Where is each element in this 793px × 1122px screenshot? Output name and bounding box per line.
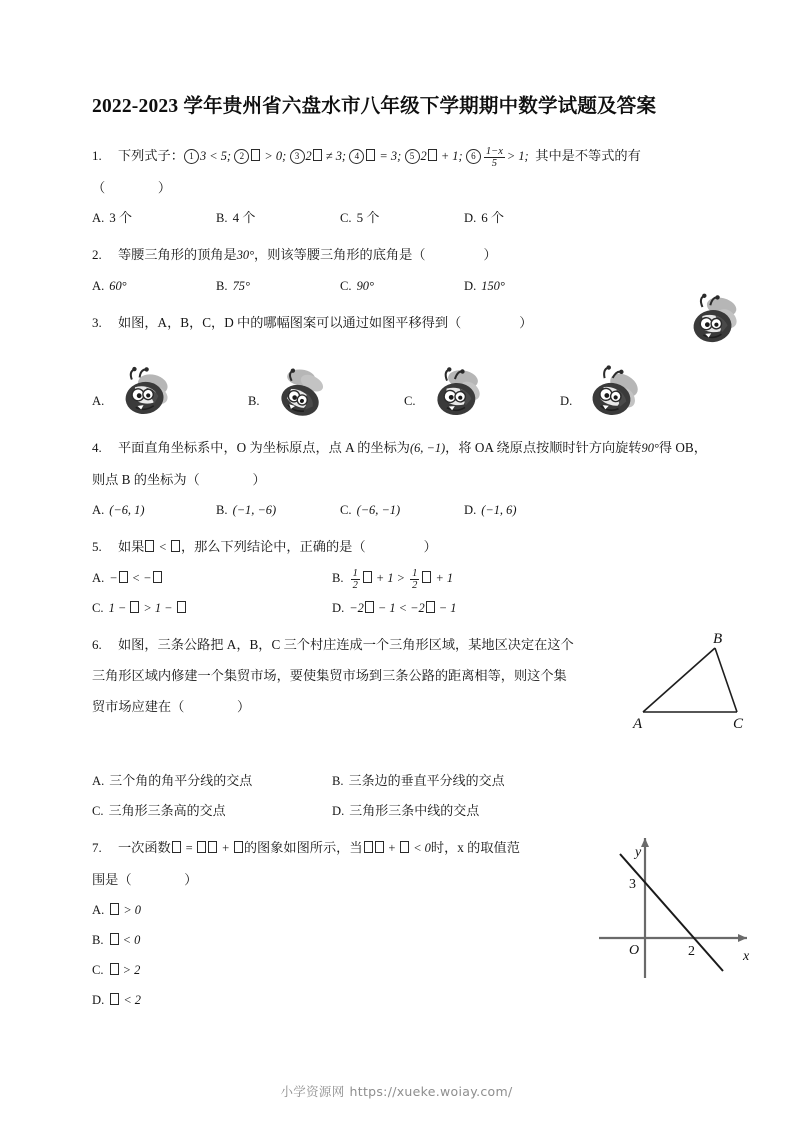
q4-stem-c: 得 OB， [658, 440, 707, 455]
question-5-options-row1 [92, 563, 712, 593]
option-a-label: A. [92, 394, 105, 408]
option-d-text: < 2 [109, 993, 141, 1007]
bee-icon-reference [681, 292, 745, 350]
option-b-label: B. [216, 503, 228, 517]
option-d-text: −2 − 1 < −2 − 1 [349, 601, 457, 615]
question-5 [92, 531, 712, 623]
circled-number-5-icon: 5 [405, 149, 420, 164]
question-2-options [92, 271, 712, 301]
option-b[interactable] [248, 364, 372, 426]
missing-glyph-box [145, 540, 154, 552]
question-1-stem-text: 下列式子： 1 3 < 5; 2 > 0; 3 2 ≠ 3; 4 = 3; 5 2 + 1; 6 $\frac{1-x}{5}$ > 1; 其中是不等式的有 [118, 145, 641, 169]
circled-number-3-icon: 3 [290, 149, 305, 164]
q7-function-expr: = + [171, 841, 244, 855]
svg-text:C: C [733, 716, 744, 732]
missing-glyph-box [313, 149, 322, 161]
option-a-label: A. [92, 903, 105, 917]
option-c[interactable] [340, 271, 464, 301]
page-title: 2022-2023 学年贵州省六盘水市八年级下学期期中数学试题及答案 [92, 96, 657, 117]
option-a[interactable] [92, 563, 332, 593]
bee-icon-d [582, 364, 642, 422]
q7-stem-b: 的图象如图所示，当 [243, 840, 363, 855]
option-b-text: 75° [232, 279, 250, 293]
svg-text:2: 2 [688, 944, 695, 959]
question-4-stem-line1 [92, 432, 712, 464]
bee-icon-b [270, 364, 330, 422]
missing-glyph-box [428, 149, 437, 161]
option-b-label: B. [216, 211, 228, 225]
question-2 [92, 239, 712, 301]
option-b-text: $\frac{1}{2}$ + 1 > $\frac{1}{2}$ + 1 [352, 567, 454, 591]
option-d-label: D. [464, 279, 477, 293]
option-d-label: D. [332, 601, 345, 615]
option-d[interactable] [464, 203, 588, 233]
option-d-text: (−1, 6) [481, 503, 517, 517]
option-c-label: C. [340, 279, 352, 293]
svg-text:O: O [629, 943, 640, 958]
svg-text:B: B [713, 631, 723, 647]
q7-condition-expr: + < 0 [363, 841, 431, 855]
option-d-label: D. [464, 503, 477, 517]
q2-stem-part1: 等腰三角形的顶角是 [118, 247, 237, 262]
question-3-number: 3. [92, 315, 102, 330]
question-6-options-row1 [92, 766, 712, 796]
option-d-label: D. [560, 394, 573, 408]
option-c-label: C. [340, 503, 352, 517]
q3-stem-text: 如图，A，B，C，D 中的哪幅图案可以通过如图平移得到（ [118, 315, 462, 330]
footer-site-name: 小学资源网 [280, 1084, 345, 1099]
question-5-stem: 5. 如果 < ，那么下列结论中，正确的是（ ） [92, 531, 712, 563]
q3-stem-end: ） [519, 315, 533, 330]
q5-stem-a: 如果 [118, 539, 145, 554]
bee-icon-c [426, 364, 486, 422]
option-d[interactable] [332, 593, 572, 623]
option-c-label: C. [92, 804, 104, 818]
option-b[interactable] [332, 563, 572, 593]
q2-angle-value: 30° [236, 248, 255, 262]
option-c-text: > 2 [109, 963, 141, 977]
question-2-stem [92, 239, 712, 271]
svg-text:x: x [743, 949, 750, 964]
footer-url: https://xueke.woiay.com/ [349, 1084, 513, 1099]
question-6-options-row2 [92, 796, 712, 826]
q6-stem-l1: 如图，三条公路把 A，B，C 三个村庄连成一个三角形区域，某地区决定在这个 [118, 637, 574, 652]
option-b[interactable] [216, 271, 340, 301]
option-c[interactable] [404, 364, 528, 426]
option-b[interactable] [216, 203, 340, 233]
option-c-label: C. [92, 601, 104, 615]
circled-number-4-icon: 4 [349, 149, 364, 164]
option-c-text: (−6, −1) [356, 503, 401, 517]
option-c-text: 90° [356, 279, 374, 293]
question-4-number: 4. [92, 440, 102, 455]
q1-stem-prefix: 下列式子： [118, 148, 184, 163]
question-5-options-row2 [92, 593, 712, 623]
question-4 [92, 432, 712, 525]
option-d[interactable] [560, 364, 684, 426]
q2-stem-part3: ） [483, 247, 497, 262]
q4-rotation-angle: 90° [641, 441, 659, 455]
option-b-label: B. [216, 279, 228, 293]
question-6-number: 6. [92, 637, 102, 652]
option-d-text: 150° [481, 279, 505, 293]
option-d[interactable] [464, 271, 588, 301]
question-7-number: 7. [92, 840, 102, 855]
option-a-text: (−6, 1) [109, 503, 145, 517]
question-4-stem-line2: 则点 B 的坐标为（ ） [92, 472, 266, 487]
q4-point-a-coord: (6, −1) [409, 441, 446, 455]
option-a-label: A. [92, 279, 105, 293]
option-b-label: B. [332, 774, 344, 788]
option-c-text: 5 个 [356, 210, 380, 225]
option-c[interactable] [340, 495, 464, 525]
q4-stem-b: ，将 OA 绕原点按顺时针方向旋转 [445, 440, 642, 455]
q1-stem-suffix: 其中是不等式的有 [535, 148, 641, 163]
option-b-text: (−1, −6) [232, 503, 277, 517]
option-a[interactable] [92, 203, 216, 233]
option-c-label: C. [92, 963, 104, 977]
option-b-label: B. [92, 933, 104, 947]
option-d-text: 三角形三条中线的交点 [349, 803, 480, 818]
figure-triangle-abc [629, 630, 757, 734]
circled-number-6-icon: 6 [466, 149, 481, 164]
option-a[interactable] [92, 271, 216, 301]
circled-number-2-icon: 2 [234, 149, 249, 164]
question-7-stem-line2: 围是（ ） [92, 872, 198, 887]
option-a-text: > 0 [109, 903, 141, 917]
option-d[interactable] [464, 495, 588, 525]
bee-icon-a [114, 364, 174, 422]
option-b-text: 三条边的垂直平分线的交点 [348, 773, 505, 788]
option-a[interactable] [92, 766, 332, 796]
option-c-label: C. [340, 211, 352, 225]
q2-stem-part2: ，则该等腰三角形的底角是（ [254, 247, 426, 262]
svg-text:y: y [635, 845, 642, 860]
question-2-number: 2. [92, 247, 102, 262]
missing-glyph-box [366, 149, 375, 161]
option-a[interactable] [92, 495, 216, 525]
q7-stem-a: 一次函数 [118, 840, 171, 855]
question-6-stem-line1 [92, 629, 712, 660]
option-a-text: − < − [109, 571, 162, 585]
option-c-text: 三角形三条高的交点 [108, 803, 226, 818]
svg-text:3: 3 [629, 877, 636, 892]
missing-glyph-box [251, 149, 260, 161]
option-c[interactable] [92, 593, 332, 623]
option-c[interactable] [340, 203, 464, 233]
question-1-number: 1. [92, 148, 102, 163]
question-5-number: 5. [92, 539, 102, 554]
question-1-stem-line2: （ ） [92, 180, 172, 195]
fraction-1-minus-x-over-5: $\frac{1-x}{5}$ [485, 145, 503, 169]
option-a-label: A. [92, 211, 105, 225]
option-d-label: D. [464, 211, 477, 225]
question-6-stem-line2: 三角形区域内修建一个集贸市场，要使集贸市场到三条公路的距离相等，则这个集 [92, 668, 567, 683]
footer-watermark [0, 1082, 793, 1100]
question-1 [92, 140, 712, 233]
q4-stem-a: 平面直角坐标系中，O 为坐标原点，点 A 的坐标为 [118, 440, 410, 455]
option-b[interactable] [216, 495, 340, 525]
option-a-text: 三个角的角平分线的交点 [109, 773, 253, 788]
option-b-label: B. [332, 571, 344, 585]
option-b[interactable] [332, 766, 572, 796]
option-d-text: 6 个 [481, 210, 505, 225]
option-b-text: < 0 [109, 933, 141, 947]
figure-line-graph [583, 828, 763, 988]
question-1-options [92, 203, 712, 233]
option-c-label: C. [404, 394, 416, 408]
question-6-stem-line3: 贸市场应建在（ ） [92, 699, 251, 714]
question-6 [92, 629, 712, 826]
question-4-options [92, 495, 712, 525]
question-3-stem [92, 307, 712, 338]
circled-number-1-icon: 1 [184, 149, 199, 164]
option-a-text: 3 个 [109, 210, 133, 225]
option-a[interactable] [92, 364, 216, 426]
question-1-stem [92, 140, 712, 172]
option-d-label: D. [332, 804, 345, 818]
option-a-label: A. [92, 774, 105, 788]
missing-glyph-box [171, 540, 180, 552]
question-3 [92, 307, 712, 426]
option-a-text: 60° [109, 279, 127, 293]
q5-stem-b: ，那么下列结论中，正确的是（ [180, 539, 366, 554]
q7-stem-c: 时，x 的取值范 [430, 840, 520, 855]
option-b-text: 4 个 [232, 210, 256, 225]
option-d[interactable] [92, 985, 712, 1015]
option-d[interactable] [332, 796, 572, 826]
q5-stem-c: ） [423, 539, 437, 554]
option-b-label: B. [248, 394, 260, 408]
option-a-label: A. [92, 571, 105, 585]
option-c-text: 1 − > 1 − [109, 601, 187, 615]
option-c[interactable] [92, 796, 332, 826]
svg-text:A: A [633, 716, 643, 732]
option-d-label: D. [92, 993, 105, 1007]
question-3-options [92, 364, 712, 426]
option-a-label: A. [92, 503, 105, 517]
